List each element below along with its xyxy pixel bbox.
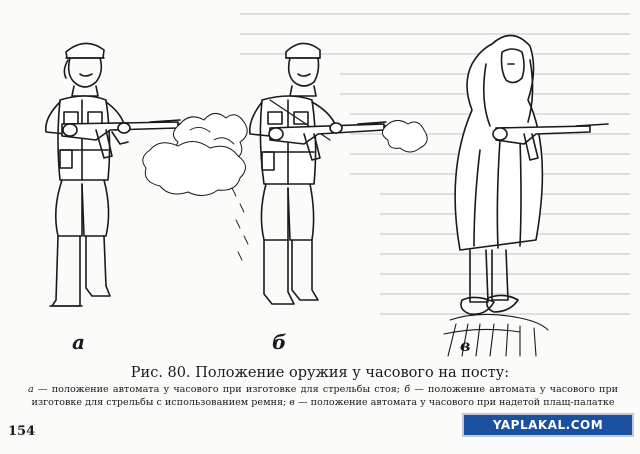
- figure-label-a: а: [72, 330, 85, 354]
- page-number: 154: [8, 424, 36, 439]
- caption-body: [28, 384, 618, 409]
- caption-marker-a: а: [28, 384, 34, 395]
- figure-v-sentry-raincape: [444, 35, 608, 356]
- caption-marker-b: б: [404, 384, 411, 395]
- caption-text-v: — положение автомата у часового при надетой плащ-палатке: [294, 396, 615, 408]
- caption-text-b: — положение автомата у часового при изготовке для стрельбы с использованием ремня;: [31, 384, 618, 408]
- figure-label-v: в: [460, 336, 471, 355]
- watermark-logo: YAPLAKAL.COM: [464, 415, 632, 435]
- caption-title: Рис. 80. Положение оружия у часового на посту:: [130, 365, 510, 381]
- caption-text-a: — положение автомата у часового при изготовке для стрельбы стоя;: [33, 384, 405, 395]
- figure-b-soldier: [143, 43, 427, 304]
- figure-label-b: б: [272, 330, 287, 354]
- caption-marker-v: в: [289, 396, 295, 408]
